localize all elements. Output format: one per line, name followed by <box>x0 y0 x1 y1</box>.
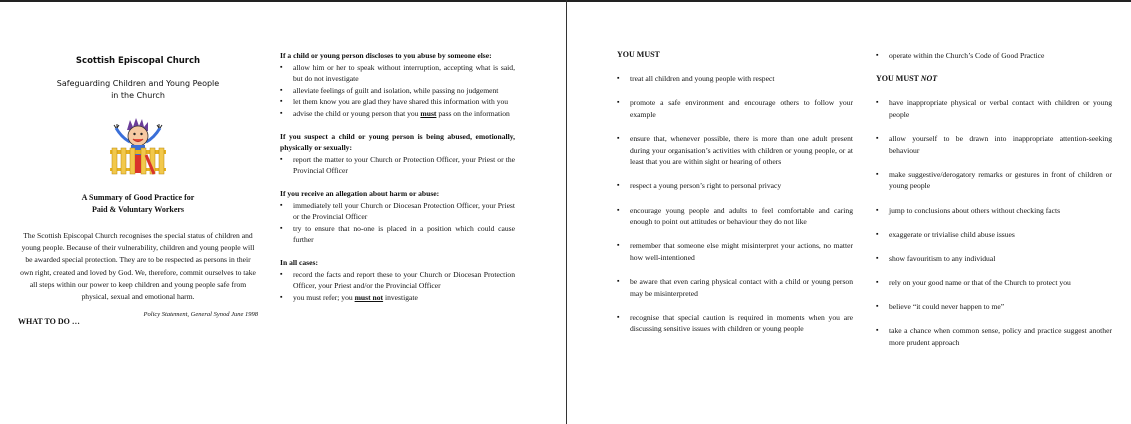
suspect-heading: If you suspect a child or young person is being abused, emotionally, physically or sexually: <box>280 131 515 153</box>
you-must-not-panel <box>876 50 1112 361</box>
policy-statement-text: The Scottish Episcopal Church recognises the special status of children and young people. Because of their vulnerability, children and young people will be awarded special protection. They are to be respected as persons in their own right, created and loved by God. We, therefore, commit ourselves to take all steps within our power to keep children and young people safe from physical, sexual and emotional harm. <box>20 231 256 302</box>
list-item: ▪ jump to conclusions about others without checking facts <box>876 205 1112 217</box>
advise-text-end: pass on the information <box>436 108 510 118</box>
subtitle-line-1: Safeguarding Children and Young People <box>56 79 220 88</box>
list-item: ▪ immediately tell your Church or Diocesan Protection Officer, your Priest or the Provincial Officer <box>280 200 515 223</box>
list-item: ▪ make suggestive/derogatory remarks or gestures in front of children or young people <box>876 169 1112 192</box>
allegation-section <box>280 188 515 246</box>
list-item: ▪ remember that someone else might misinterpret your actions, no matter how well-intentioned <box>617 240 853 263</box>
summary-line-2: Paid & Voluntary Workers <box>91 205 185 214</box>
you-must-not-heading <box>876 74 1112 83</box>
all-cases-section <box>280 257 515 303</box>
you-must-list <box>617 73 853 335</box>
summary-line-1: A Summary of Good Practice for <box>81 193 195 202</box>
what-to-do-panel <box>280 50 515 314</box>
page-fold-divider <box>566 0 567 424</box>
list-item: ▪ operate within the Church’s Code of Good Practice <box>876 50 1112 62</box>
suspect-section <box>280 131 515 177</box>
list-item: ▪ try to ensure that no-one is placed in a position which could cause further <box>280 223 515 246</box>
list-item: ▪ believe “it could never happen to me” <box>876 301 1112 313</box>
summary-title <box>18 192 258 216</box>
organisation-title: Scottish Episcopal Church <box>75 56 201 66</box>
list-item: ▪ be aware that even caring physical contact with a child or young person may be misinterpreted <box>617 276 853 299</box>
list-item: ▪ record the facts and report these to your Church or Diocesan Protection Officer, your Priest and/or the Provincial Officer <box>280 269 515 292</box>
leaflet-subtitle <box>18 78 258 102</box>
list-item: ▪ respect a young person’s right to personal privacy <box>617 180 853 192</box>
advise-text: advise the child or young person that you <box>293 108 421 118</box>
you-must-heading: YOU MUST <box>617 50 660 59</box>
list-item: ▪ allow him or her to speak without interruption, accepting what is said, but do not investigate <box>280 62 515 85</box>
list-item: ▪ let them know you are glad they have shared this information with you <box>280 96 515 108</box>
allegation-heading: If you receive an allegation about harm or abuse: <box>280 188 440 198</box>
not-emphasis: NOT <box>920 74 938 84</box>
list-item: ▪ rely on your good name or that of the Church to protect you <box>876 277 1112 289</box>
list-item: ▪ recognise that special caution is required in moments when you are discussing sensitive issues with children or young people <box>617 312 853 335</box>
refer-text-end: investigate <box>383 292 418 302</box>
cover-panel <box>18 50 258 326</box>
suspect-list <box>280 154 515 177</box>
all-cases-heading: In all cases: <box>280 257 318 267</box>
you-must-panel <box>617 50 853 348</box>
heading-text: YOU MUST <box>876 74 921 84</box>
list-item <box>280 108 515 120</box>
list-item: ▪ allow yourself to be drawn into inappropriate attention-seeking behaviour <box>876 133 1112 156</box>
child-at-fence-icon <box>106 114 170 178</box>
list-item: ▪ ensure that, whenever possible, there is more than one adult present during your organisation’s activities with children or young people, or at least that you are within sight or hearing of others <box>617 133 853 168</box>
disclosure-heading: If a child or young person discloses to you abuse by someone else: <box>280 51 492 60</box>
list-item: ▪ show favouritism to any individual <box>876 253 1112 265</box>
list-item: ▪ treat all children and young people with respect <box>617 73 853 85</box>
what-to-do-heading: WHAT TO DO … <box>18 317 80 327</box>
must-emphasis: must <box>420 108 437 118</box>
refer-text: you must refer; you <box>293 292 355 302</box>
must-not-emphasis: must not <box>354 292 384 302</box>
list-item: ▪ exaggerate or trivialise child abuse issues <box>876 229 1112 241</box>
list-item: ▪ alleviate feelings of guilt and isolation, while passing no judgement <box>280 85 515 97</box>
list-item <box>280 292 515 304</box>
you-must-not-list <box>876 97 1112 348</box>
list-item: ▪ have inappropriate physical or verbal contact with children or young people <box>876 97 1112 120</box>
subtitle-line-2: in the Church <box>111 91 165 100</box>
you-must-continued-list <box>876 50 1112 62</box>
list-item: ▪ encourage young people and adults to feel comfortable and caring enough to point out attitudes or behaviour they do not like <box>617 205 853 228</box>
disclosure-section <box>280 50 515 120</box>
allegation-list <box>280 200 515 246</box>
disclosure-list <box>280 62 515 120</box>
list-item: ▪ report the matter to your Church or Protection Officer, your Priest or the Provincial Officer <box>280 154 515 177</box>
policy-citation: Policy Statement, General Synod June 1998 <box>143 311 258 319</box>
list-item: ▪ take a chance when common sense, policy and practice suggest another more prudent approach <box>876 325 1112 348</box>
all-cases-list <box>280 269 515 304</box>
list-item: ▪ promote a safe environment and encourage others to follow your example <box>617 97 853 120</box>
